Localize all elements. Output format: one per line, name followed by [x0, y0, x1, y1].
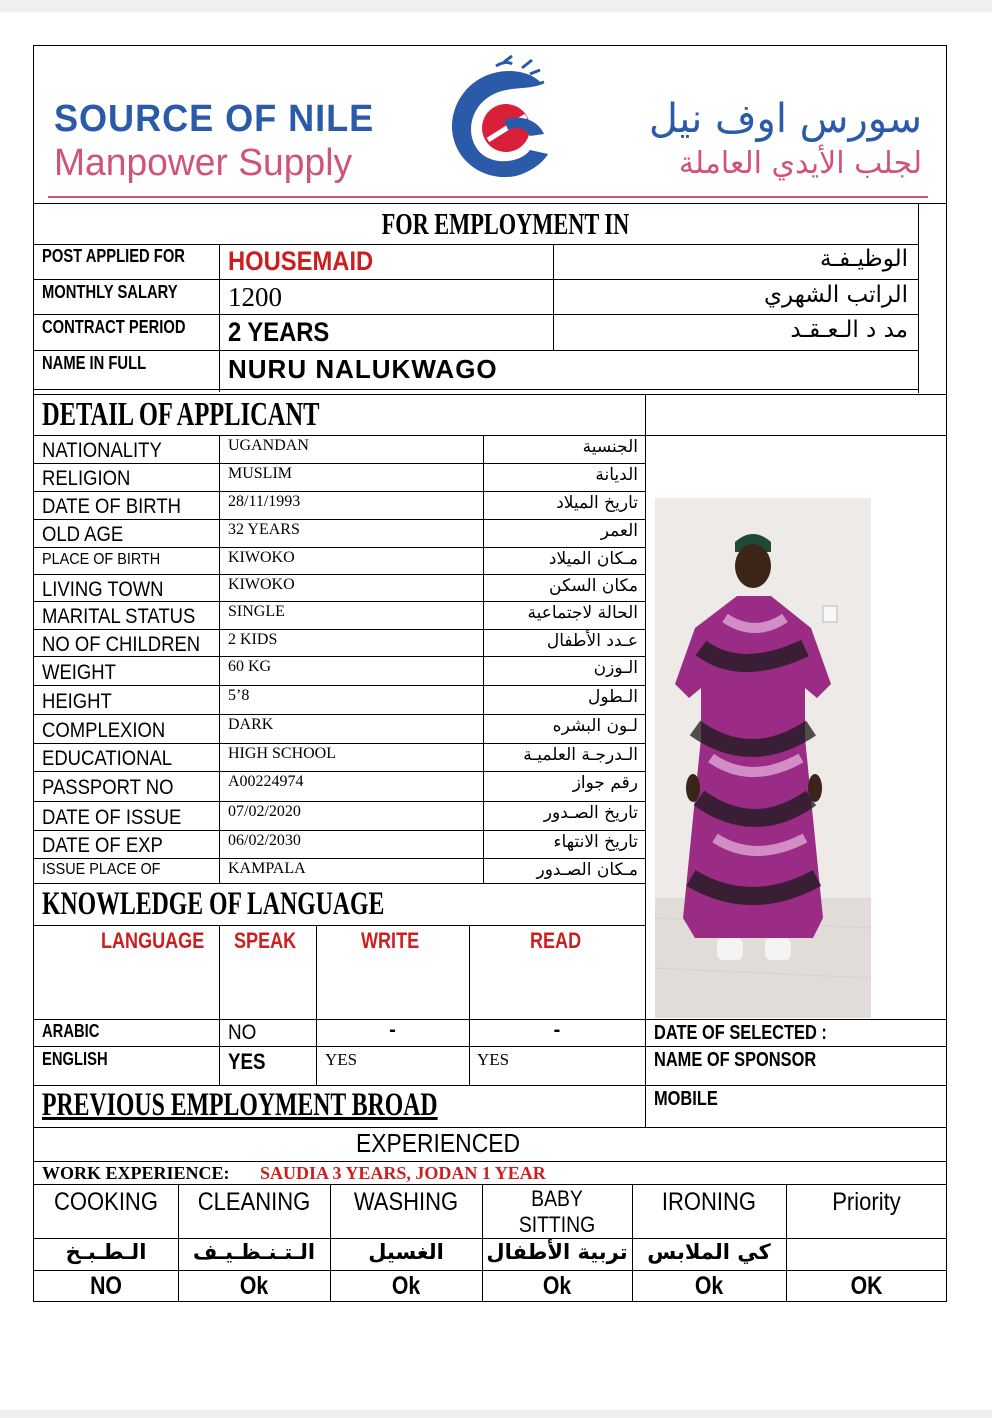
- applicant-field-label-ar: مـكان الصـدور: [536, 860, 638, 880]
- applicant-field-value: MUSLIM: [228, 465, 293, 482]
- applicant-field-label-ar: العمر: [600, 521, 638, 541]
- skill-value-baby-sitting: Ok: [542, 1272, 572, 1300]
- skill-label-ar-baby-sitting: تربية الأطفال: [486, 1240, 628, 1264]
- applicant-field-label-ar: الحالة لاجتماعية: [527, 603, 638, 623]
- divider: [219, 925, 220, 1085]
- applicant-field-label: LIVING TOWN: [42, 577, 164, 601]
- employment-title: FOR EMPLOYMENT IN: [381, 206, 630, 241]
- applicant-photo: [655, 498, 871, 1018]
- applicant-field-value: 06/02/2030: [228, 832, 301, 849]
- applicant-field-label: PASSPORT NO: [42, 776, 174, 799]
- company-name-en: SOURCE OF NILE: [54, 98, 375, 140]
- skill-value-cleaning: Ok: [239, 1272, 269, 1300]
- applicant-field-value: HIGH SCHOOL: [228, 745, 336, 762]
- divider: [34, 463, 645, 464]
- salary-label: MONTHLY SALARY: [42, 282, 178, 302]
- post-label-ar: الوظيـفـة: [820, 246, 908, 272]
- divider: [34, 743, 645, 744]
- divider: [219, 435, 220, 883]
- divider: [34, 883, 645, 884]
- applicant-field-value: DARK: [228, 716, 274, 733]
- applicant-field-label-ar: الـطول: [588, 687, 638, 707]
- lang-speak: NO: [228, 1021, 257, 1044]
- applicant-field-label-ar: الديانة: [595, 465, 638, 485]
- skill-header-baby-sitting: BABY SITTING: [518, 1186, 596, 1237]
- applicant-field-value: 60 KG: [228, 658, 272, 675]
- divider: [469, 925, 470, 1085]
- applicant-field-label: COMPLEXION: [42, 718, 166, 742]
- divider: [34, 601, 645, 602]
- lang-header-language: LANGUAGE: [101, 928, 205, 953]
- divider: [483, 435, 484, 883]
- divider: [918, 203, 919, 393]
- divider: [34, 1161, 947, 1162]
- divider: [34, 350, 918, 351]
- applicant-field-label-ar: تاريخ الصـدور: [543, 803, 638, 823]
- date-selected-label: DATE OF SELECTED :: [654, 1022, 827, 1044]
- applicant-field-label: DATE OF EXP: [42, 834, 163, 857]
- divider: [34, 203, 947, 204]
- applicant-field-value: KAMPALA: [228, 860, 306, 877]
- applicant-field-label-ar: رقم جواز: [572, 773, 638, 793]
- applicant-field-label-ar: مـكان الميلاد: [548, 549, 638, 569]
- applicant-field-label: ISSUE PLACE OF: [42, 860, 161, 878]
- post-value: HOUSEMAID: [228, 246, 374, 276]
- skill-value-ironing: Ok: [694, 1272, 724, 1300]
- applicant-field-value: UGANDAN: [228, 437, 309, 454]
- divider: [34, 629, 645, 630]
- lang-speak: YES: [228, 1049, 266, 1074]
- applicant-field-value: A00224974: [228, 773, 304, 790]
- lang-name: ENGLISH: [42, 1049, 108, 1069]
- lang-header-write: WRITE: [361, 928, 420, 953]
- divider: [34, 435, 645, 436]
- applicant-field-label-ar: تاريخ الميلاد: [556, 493, 638, 513]
- applicant-field-value: KIWOKO: [228, 549, 295, 566]
- divider: [34, 1184, 947, 1185]
- applicant-field-value: 32 YEARS: [228, 521, 300, 538]
- divider: [34, 685, 645, 686]
- divider: [34, 1046, 947, 1047]
- salary-label-ar: الراتب الشهري: [764, 282, 908, 308]
- skill-label-ar-cooking: الـطـبـخ: [65, 1240, 147, 1264]
- skill-header-ironing: IRONING: [661, 1188, 757, 1216]
- divider: [34, 394, 947, 395]
- language-title: KNOWLEDGE OF LANGUAGE: [42, 886, 385, 922]
- skill-header-washing: WASHING: [353, 1188, 459, 1216]
- divider: [34, 925, 645, 926]
- applicant-field-label: NO OF CHILDREN: [42, 632, 201, 656]
- applicant-field-value: KIWOKO: [228, 576, 295, 593]
- lang-header-speak: SPEAK: [234, 928, 297, 953]
- name-label: NAME IN FULL: [42, 353, 147, 373]
- applicant-field-label-ar: الجنسية: [582, 437, 638, 457]
- skill-header-cleaning: CLEANING: [197, 1188, 311, 1216]
- salary-value: 1200: [228, 282, 282, 312]
- divider: [34, 279, 918, 280]
- skill-header-cooking: COOKING: [54, 1188, 158, 1216]
- lang-write: -: [389, 1019, 396, 1041]
- divider: [34, 519, 645, 520]
- applicant-field-label-ar: الـدرجـة العلميـة: [523, 745, 638, 765]
- skill-label-ar-washing: الغسيل: [368, 1240, 444, 1264]
- applicant-field-label-ar: لـون البشره: [552, 716, 638, 736]
- divider: [34, 574, 645, 575]
- applicant-field-label: HEIGHT: [42, 689, 112, 713]
- divider: [34, 1085, 947, 1086]
- divider: [645, 435, 947, 436]
- applicant-field-label-ar: تاريخ الانتهاء: [553, 832, 638, 852]
- form-frame: [33, 45, 947, 1302]
- divider: [34, 1238, 947, 1239]
- skill-label-ar-cleaning: الـتـنـظـيـف: [192, 1240, 316, 1264]
- divider: [34, 389, 918, 390]
- work-experience-value: SAUDIA 3 YEARS, JODAN 1 YEAR: [260, 1163, 546, 1183]
- applicant-field-label: PLACE OF BIRTH: [42, 550, 161, 568]
- contract-value: 2 YEARS: [228, 317, 330, 347]
- work-experience-label: WORK EXPERIENCE:: [42, 1163, 230, 1183]
- previous-title: PREVIOUS EMPLOYMENT BROAD: [42, 1087, 438, 1123]
- applicant-field-label: DATE OF BIRTH: [42, 495, 181, 518]
- applicant-field-label: EDUCATIONAL: [42, 747, 173, 770]
- divider: [34, 547, 645, 548]
- applicant-field-label-ar: عـدد الأطفال: [546, 631, 638, 651]
- company-tagline-ar: لجلب الأيدي العاملة: [678, 146, 922, 181]
- applicant-field-label-ar: الـوزن: [593, 658, 638, 678]
- contract-label: CONTRACT PERIOD: [42, 317, 186, 337]
- divider: [219, 244, 220, 392]
- divider: [34, 314, 918, 315]
- applicant-field-label: RELIGION: [42, 467, 131, 490]
- lang-header-read: READ: [530, 928, 582, 953]
- document-sheet: [0, 12, 992, 1410]
- company-name-ar: سورس اوف نيل: [648, 96, 922, 142]
- divider: [316, 925, 317, 1085]
- applicant-field-value: 07/02/2020: [228, 803, 301, 820]
- applicant-field-value: 28/11/1993: [228, 493, 301, 510]
- name-value: NURU NALUKWAGO: [228, 354, 498, 384]
- mobile-label: MOBILE: [654, 1088, 718, 1110]
- skill-value-cooking: NO: [90, 1272, 122, 1300]
- divider: [34, 771, 645, 772]
- divider: [34, 1270, 947, 1271]
- skill-label-ar-ironing: كي الملابس: [647, 1240, 771, 1264]
- experienced-label: EXPERIENCED: [355, 1128, 521, 1158]
- lang-read: -: [553, 1019, 561, 1041]
- applicant-field-label-ar: مكان السكن: [549, 576, 638, 596]
- applicant-field-label: MARITAL STATUS: [42, 605, 196, 628]
- divider: [34, 244, 918, 245]
- applicant-field-label: DATE OF ISSUE: [42, 805, 182, 829]
- skill-header-priority: Priority: [832, 1188, 901, 1216]
- applicant-field-label: OLD AGE: [42, 523, 124, 546]
- skill-value-priority: OK: [850, 1272, 883, 1300]
- applicant-field-value: SINGLE: [228, 603, 285, 620]
- lang-name: ARABIC: [42, 1021, 100, 1041]
- divider: [34, 491, 645, 492]
- divider: [786, 1184, 787, 1302]
- skill-value-washing: Ok: [391, 1272, 421, 1300]
- applicant-field-label: WEIGHT: [42, 660, 116, 684]
- company-logo-icon: [434, 54, 584, 186]
- lang-read: YES: [477, 1050, 510, 1069]
- company-tagline-en: Manpower Supply: [54, 142, 353, 184]
- divider: [553, 244, 554, 350]
- header-underline: [48, 196, 928, 198]
- divider: [645, 394, 646, 1127]
- contract-label-ar: مد د الـعـقـد: [790, 317, 908, 343]
- post-label: POST APPLIED FOR: [42, 246, 185, 266]
- divider: [34, 858, 645, 859]
- applicant-title: DETAIL OF APPLICANT: [42, 396, 320, 433]
- applicant-field-value: 2 KIDS: [228, 631, 278, 648]
- applicant-field-label: NATIONALITY: [42, 439, 162, 462]
- lang-write: YES: [325, 1050, 358, 1069]
- divider: [34, 801, 645, 802]
- divider: [34, 830, 645, 831]
- sponsor-name-label: NAME OF SPONSOR: [654, 1049, 817, 1071]
- applicant-field-value: 5’8: [228, 687, 250, 704]
- divider: [34, 714, 645, 715]
- divider: [34, 656, 645, 657]
